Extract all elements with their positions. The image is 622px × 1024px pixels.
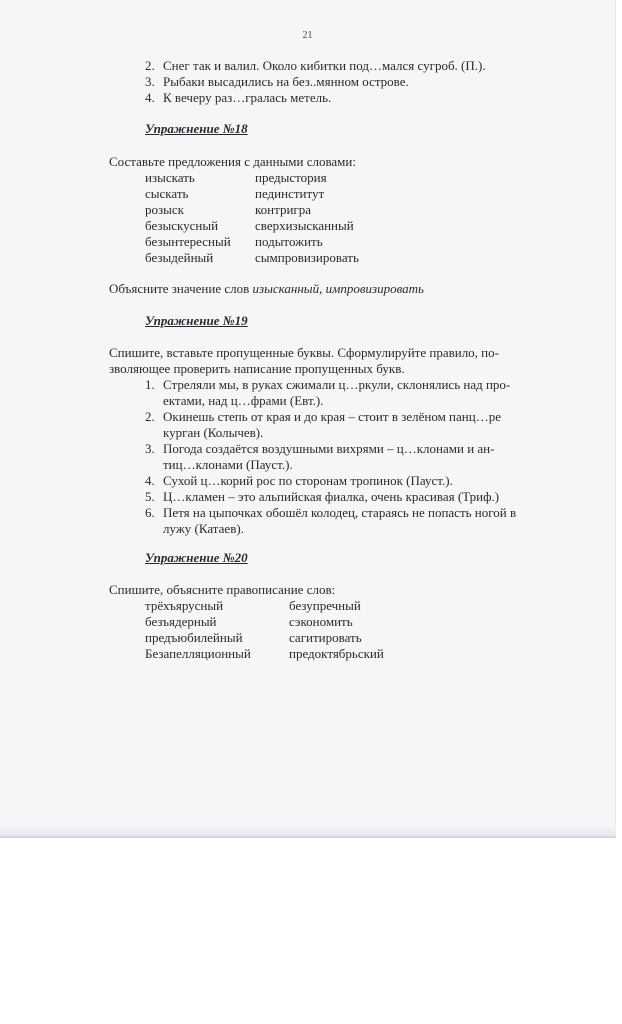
word-item: безъядерный xyxy=(145,614,217,629)
exercise-18-heading: Упражнение №18 xyxy=(145,121,248,136)
list-item-text: лужу (Катаев). xyxy=(163,521,244,536)
word-item: безупречный xyxy=(289,598,361,613)
exercise-20-heading: Упражнение №20 xyxy=(145,550,248,565)
list-item-text: Стреляли мы, в руках сжимали ц…ркули, склонялись над про- xyxy=(163,377,511,392)
word-item: трёхъярусный xyxy=(145,598,224,613)
exercise-19-instruction-line: Спишите, вставьте пропущенные буквы. Сформулируйте правило, по- xyxy=(109,345,499,360)
exercise-19-heading: Упражнение №19 xyxy=(145,313,248,328)
word-item: изыскать xyxy=(145,170,195,185)
word-item: безыдейный xyxy=(145,250,214,265)
word-item: сыскать xyxy=(145,186,189,201)
word-item: Безапелляционный xyxy=(145,646,251,661)
word-item: предъюбилейный xyxy=(145,630,243,645)
list-item-text: тиц…клонами (Пауст.). xyxy=(163,457,293,472)
word-item: предоктябрьский xyxy=(289,646,384,661)
list-item-number: 6. xyxy=(145,505,155,520)
word-item: сымпровизировать xyxy=(255,250,359,265)
word-item: безынтересный xyxy=(145,234,231,249)
exercise-19-instruction-line: зволяющее проверить написание пропущенных букв. xyxy=(109,361,405,376)
list-item-text: ектами, над ц…фрами (Евт.). xyxy=(163,393,324,408)
list-item-text: Погода создаётся воздушными вихрями – ц…клонами и ан- xyxy=(163,441,495,456)
word-item: розыск xyxy=(145,202,184,217)
exercise-20-instruction: Спишите, объясните правописание слов: xyxy=(109,582,336,597)
word-item: подытожить xyxy=(255,234,323,249)
list-item-text: курган (Колычев). xyxy=(163,425,264,440)
list-item-number: 1. xyxy=(145,377,155,392)
list-item-text: Сухой ц…корий рос по сторонам тропинок (Пауст.). xyxy=(163,473,453,488)
exercise-18-instruction: Составьте предложения с данными словами: xyxy=(109,154,356,169)
list-item-number: 4. xyxy=(145,90,155,105)
explain-prefix: Объясните значение слов xyxy=(109,281,253,296)
list-item-text: К вечеру раз…гралась метель. xyxy=(163,90,332,105)
list-item-number: 4. xyxy=(145,473,155,488)
word-item: сагитировать xyxy=(289,630,362,645)
word-item: предыстория xyxy=(255,170,327,185)
word-item: пединститут xyxy=(255,186,325,201)
list-item-text: Снег так и валил. Около кибитки под…мался сугроб. (П.). xyxy=(163,58,486,73)
list-item-number: 2. xyxy=(145,409,155,424)
word-item: сэкономить xyxy=(289,614,353,629)
list-item-text: Окинешь степь от края и до края – стоит в зелёном панц…ре xyxy=(163,409,501,424)
list-item-number: 3. xyxy=(145,74,155,89)
page-edge-shadow xyxy=(0,826,616,836)
list-item-text: Петя на цыпочках обошёл колодец, стараясь не попасть ногой в xyxy=(163,505,517,520)
word-item: сверхизысканный xyxy=(255,218,354,233)
list-item-number: 2. xyxy=(145,58,155,73)
list-item-number: 3. xyxy=(145,441,155,456)
list-item-number: 5. xyxy=(145,489,155,504)
word-item: контригра xyxy=(255,202,312,217)
word-item: безыскусный xyxy=(145,218,219,233)
page-number: 21 xyxy=(302,30,313,41)
exercise-18-explain xyxy=(109,281,424,297)
explain-words: изысканный, импровизировать xyxy=(252,281,424,296)
list-item-text: Рыбаки высадились на без..мянном острове. xyxy=(163,74,409,89)
list-item-text: Ц…кламен – это альпийская фиалка, очень красивая (Триф.) xyxy=(163,489,500,504)
